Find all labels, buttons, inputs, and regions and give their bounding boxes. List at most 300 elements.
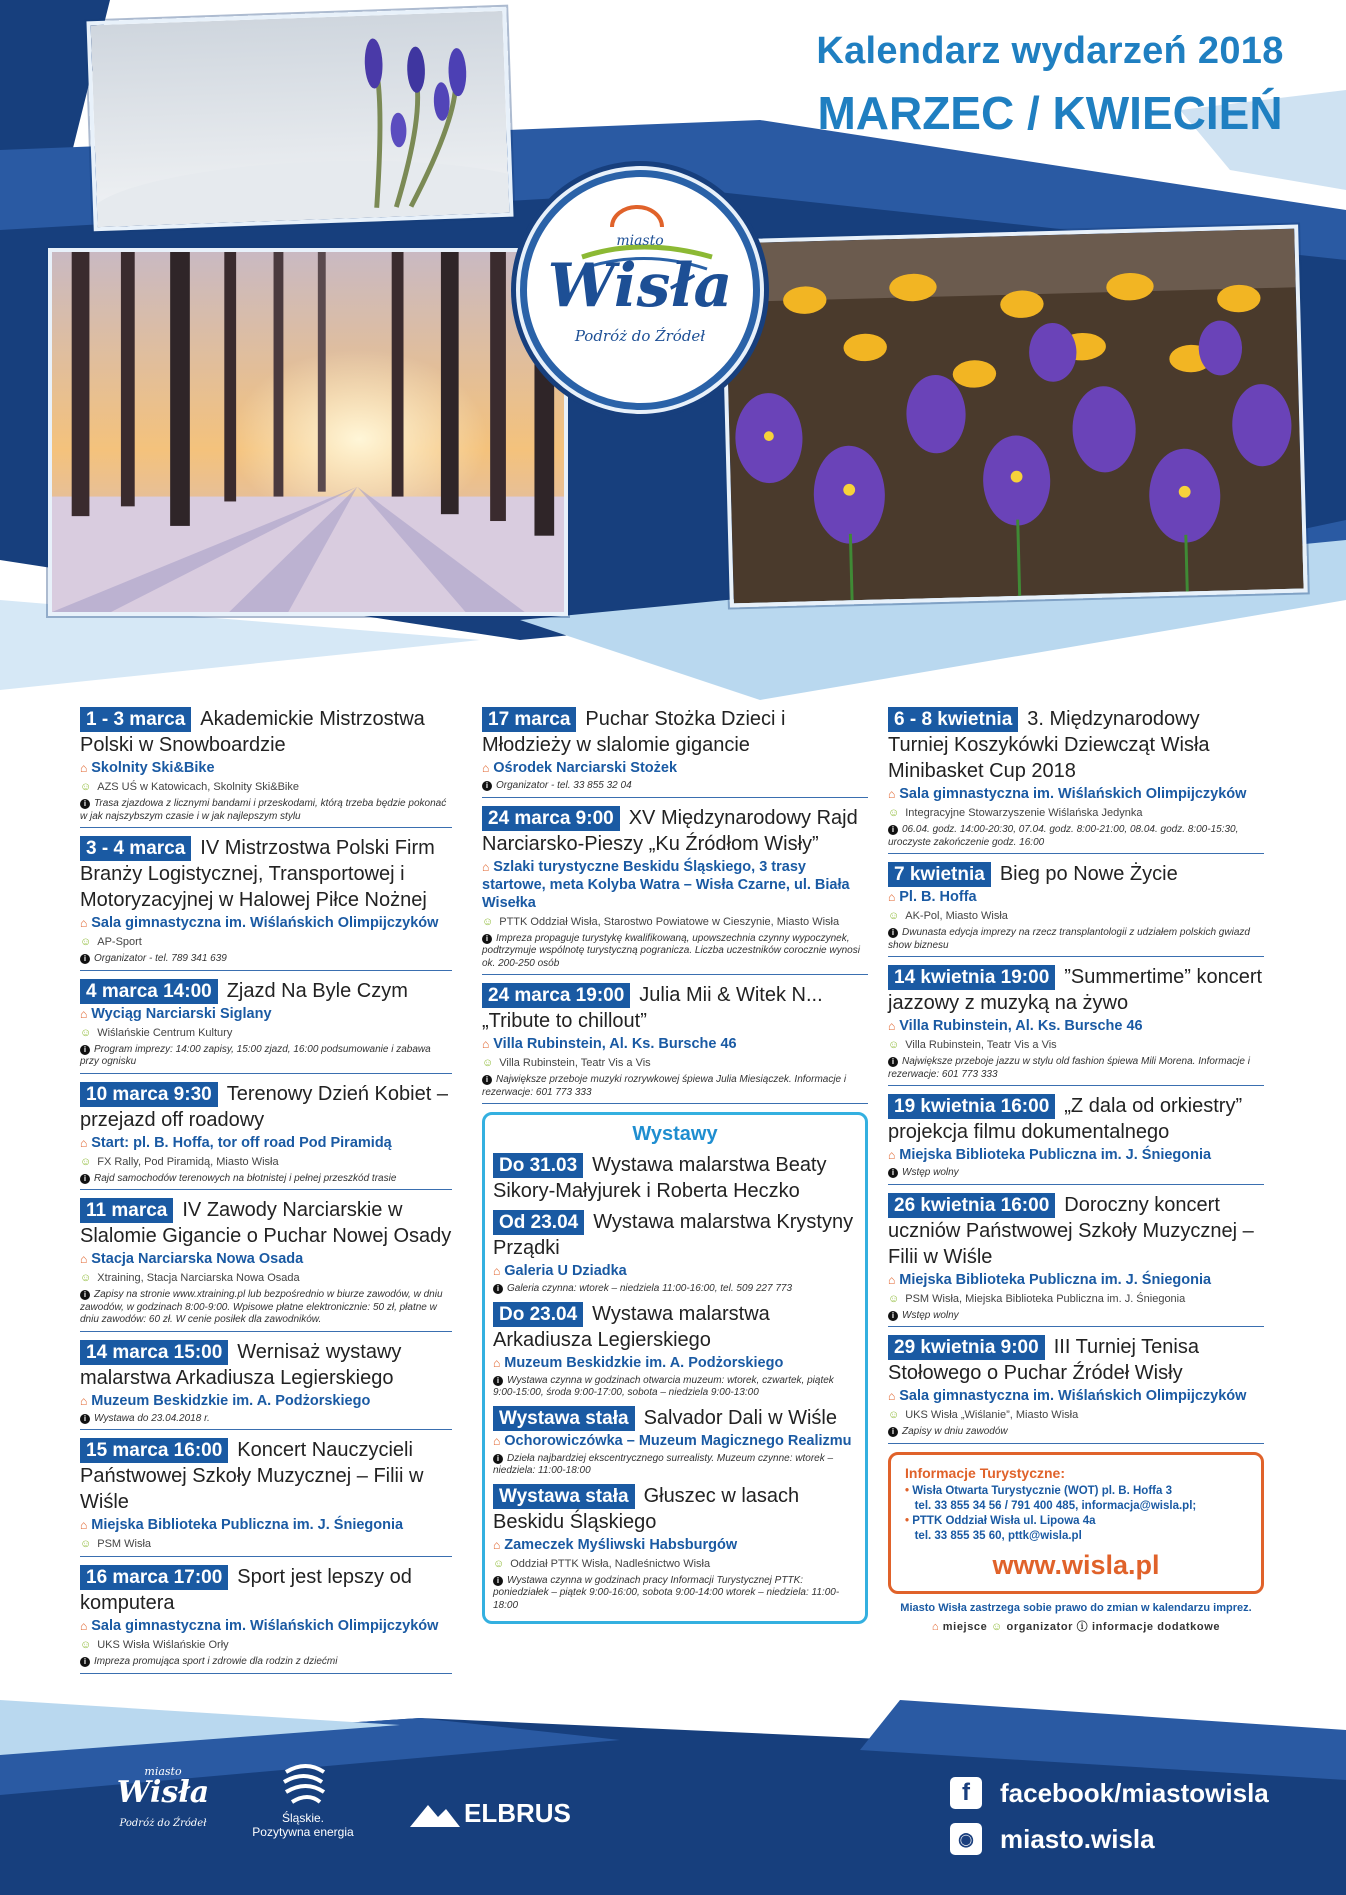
mountain-icon xyxy=(410,1799,460,1829)
info-text: Dwunasta edycja imprezy na rzecz transplantologii z udziałem polskich gwiazd show biznesu xyxy=(888,927,1250,951)
event-info xyxy=(888,1426,1264,1439)
place-text: Sala gimnastyczna im. Wiślańskich Olimpijczyków xyxy=(899,786,1247,802)
person-icon: ☺ xyxy=(80,1026,92,1039)
event-name: III Turniej Tenisa Stołowego o Puchar Źródeł Wisły xyxy=(888,1336,1199,1384)
event-organizer xyxy=(80,1026,452,1041)
person-icon: ☺ xyxy=(888,1292,900,1305)
event-date: Do 23.04 xyxy=(493,1302,583,1327)
event-title xyxy=(493,1152,857,1204)
house-icon: ⌂ xyxy=(80,1135,88,1150)
place-text: Galeria U Dziadka xyxy=(504,1263,627,1279)
organizer-text: PSM Wisła xyxy=(97,1538,152,1550)
info-icon: i xyxy=(80,1657,90,1667)
info-icon: i xyxy=(493,1576,503,1586)
info-icon: i xyxy=(80,1414,90,1424)
info-text: Rajd samochodów terenowych na błotnistej i pełnej przeszkód trasie xyxy=(94,1172,397,1184)
exhibition-item xyxy=(493,1483,857,1613)
event-item xyxy=(888,1093,1264,1185)
event-date: 6 - 8 kwietnia xyxy=(888,707,1018,732)
event-date: 11 marca xyxy=(80,1198,173,1223)
event-title xyxy=(493,1301,857,1353)
event-name: Bieg po Nowe Życie xyxy=(999,863,1178,885)
event-organizer xyxy=(888,909,1264,924)
event-item xyxy=(80,706,452,828)
tourist-info-heading: Informacje Turystyczne: xyxy=(905,1464,1066,1481)
info-icon: i xyxy=(493,1376,503,1386)
info-text: Galeria czynna: wtorek – niedziela 11:00-16:00, tel. 509 227 773 xyxy=(507,1283,792,1294)
event-info xyxy=(482,933,868,971)
legend-info: informacje dodatkowe xyxy=(1091,1620,1221,1633)
info-icon: i xyxy=(482,1075,492,1085)
info-text: 06.04. godz. 14:00-20:30, 07.04. godz. 8:00-21:00, 08.04. godz. 8:00-15:30, uroczyste zakończenie godz. 16:00 xyxy=(888,824,1239,848)
exhibition-item xyxy=(493,1152,857,1204)
event-name: IV Mistrzostwa Polski Firm Branży Logistycznej, Transportowej i Motoryzacyjnej w Halowej Piłce Nożnej xyxy=(80,837,435,911)
event-organizer xyxy=(888,806,1264,821)
place-text: Ochorowiczówka – Muzeum Magicznego Realizmu xyxy=(504,1432,852,1449)
bullet-icon xyxy=(905,1500,915,1512)
event-organizer xyxy=(80,1155,452,1170)
event-name: Wystawa malarstwa Krystyny Prządki xyxy=(493,1211,854,1259)
info-icon: i xyxy=(80,1290,90,1300)
event-organizer xyxy=(482,915,868,930)
info-icon: i xyxy=(493,1284,503,1294)
slaskie-logo xyxy=(248,1762,358,1839)
instagram-link[interactable] xyxy=(950,1823,1155,1855)
house-icon: ⌂ xyxy=(482,859,490,874)
event-title xyxy=(80,1564,452,1616)
event-date: 24 marca 9:00 xyxy=(482,806,620,831)
info-text: Zapisy w dniu zawodów xyxy=(902,1426,1008,1437)
person-icon: ☺ xyxy=(80,1272,92,1284)
event-name: Akademickie Mistrzostwa Polski w Snowboardzie xyxy=(80,708,425,756)
bullet-icon: • xyxy=(905,1484,913,1497)
event-title xyxy=(80,978,452,1004)
organizer-text: Villa Rubinstein, Teatr Vis a Vis xyxy=(905,1039,1057,1051)
legend-place: miejsce xyxy=(942,1620,988,1633)
house-icon: ⌂ xyxy=(493,1433,501,1448)
event-name: Puchar Stożka Dzieci i Młodzieży w slalomie gigancie xyxy=(482,708,786,756)
event-date: Do 31.03 xyxy=(493,1153,583,1178)
house-icon: ⌂ xyxy=(493,1264,501,1278)
info-text: Wstęp wolny xyxy=(902,1309,959,1321)
footer-wisla-logo xyxy=(108,1765,218,1829)
place-text: Miejska Biblioteka Publiczna im. J. Śniegonia xyxy=(899,1147,1212,1163)
place-text: Skolnity Ski&Bike xyxy=(91,760,215,776)
organizer-text: PTTK Oddział Wisła, Starostwo Powiatowe w Cieszynie, Miasto Wisła xyxy=(499,915,840,928)
person-icon: ☺ xyxy=(493,1557,505,1570)
event-date: 3 - 4 marca xyxy=(80,836,191,861)
website-link[interactable]: www.wisla.pl xyxy=(992,1549,1160,1580)
house-icon: ⌂ xyxy=(80,1393,88,1408)
events-column-march xyxy=(80,706,452,1681)
event-date: Wystawa stała xyxy=(493,1484,635,1509)
place-text: Pl. B. Hoffa xyxy=(899,889,977,905)
info-text: Największe przeboje muzyki rozrywkowej śpiewa Julia Miesiączek. Informacje i rezerwacje: 601 773 333 xyxy=(482,1074,847,1098)
event-place xyxy=(80,1392,452,1410)
event-info xyxy=(493,1453,857,1478)
event-place xyxy=(493,1354,857,1372)
event-title xyxy=(493,1405,857,1431)
event-title xyxy=(80,1081,452,1133)
organizer-text: AP-Sport xyxy=(97,936,142,948)
event-date: Wystawa stała xyxy=(493,1406,635,1431)
house-icon: ⌂ xyxy=(80,1006,88,1021)
info-icon: i xyxy=(80,799,90,809)
organizer-text: FX Rally, Pod Piramidą, Miasto Wisła xyxy=(97,1155,279,1168)
event-organizer xyxy=(80,935,452,950)
house-icon: ⌂ xyxy=(888,1019,896,1033)
event-organizer xyxy=(888,1292,1264,1307)
event-item xyxy=(482,706,868,798)
house-icon: ⌂ xyxy=(888,890,896,904)
organizer-text: Integracyjne Stowarzyszenie Wiślańska Jedynka xyxy=(905,807,1143,819)
event-title xyxy=(482,706,868,758)
footer-logo-main: Wisła xyxy=(116,1775,210,1810)
event-date: 16 marca 17:00 xyxy=(80,1565,228,1590)
info-icon: i xyxy=(482,781,492,791)
event-info xyxy=(80,1656,452,1669)
person-icon: ☺ xyxy=(80,1538,92,1550)
legend-organizer: organizator xyxy=(1006,1620,1074,1633)
info-icon: i xyxy=(80,1045,90,1055)
info-text: Wstęp wolny xyxy=(902,1167,959,1178)
logo-main-text: Wisła xyxy=(547,251,733,321)
event-date: 14 marca 15:00 xyxy=(80,1340,228,1365)
event-info xyxy=(493,1375,857,1400)
organizer-text: AZS UŚ w Katowicach, Skolnity Ski&Bike xyxy=(97,781,299,793)
event-item xyxy=(80,1564,452,1674)
event-name: XV Międzynarodowy Rajd Narciarsko-Pieszy „Ku Źródłom Wisły” xyxy=(482,806,858,855)
event-title xyxy=(482,982,868,1034)
instagram-text: miasto.wisla xyxy=(1000,1823,1155,1854)
event-info xyxy=(888,1056,1264,1081)
place-text: Muzeum Beskidzkie im. A. Podżorskiego xyxy=(91,1392,371,1409)
event-place xyxy=(888,1387,1264,1405)
event-place xyxy=(482,759,868,777)
event-title xyxy=(493,1483,857,1535)
logo-tagline: Podróż do Źródeł xyxy=(574,327,706,345)
event-title xyxy=(888,861,1264,887)
info-text: Wystawa do 23.04.2018 r. xyxy=(94,1412,210,1424)
event-organizer xyxy=(80,1271,452,1286)
place-text: Villa Rubinstein, Al. Ks. Bursche 46 xyxy=(493,1036,737,1052)
info-text: Trasa zjazdowa z licznymi bandami i przeskodami, którą trzeba będzie pokonać w jak najszybszym czasie i w jak najlepszym stylu xyxy=(80,798,447,822)
slaskie-slogan: Pozytywna energia xyxy=(252,1825,354,1839)
info-text: Dzieła najbardziej ekscentrycznego surrealisty. Muzeum czynne: wtorek – niedziela: 11:00-18:00 xyxy=(493,1452,834,1476)
event-info xyxy=(80,798,452,823)
info-icon: i xyxy=(493,1454,503,1464)
event-date: 29 kwietnia 9:00 xyxy=(888,1335,1045,1360)
footer-logo-small: miasto xyxy=(144,1765,182,1778)
place-text: Miejska Biblioteka Publiczna im. J. Śniegonia xyxy=(91,1517,404,1533)
info-text: Wystawa czynna w godzinach pracy Informacji Turystycznej PTTK: poniedziałek – piątek 9:00-16:00, sobota 9:00-14:00 wtorek – niedziela: 11:00-18:00 xyxy=(493,1574,840,1611)
event-info xyxy=(482,780,868,793)
bullet-icon: • xyxy=(905,1514,913,1527)
tourist-info-text: PTTK Oddział Wisła ul. Lipowa 4a xyxy=(912,1514,1096,1527)
house-icon: ⌂ xyxy=(80,761,88,775)
organizer-text: AK-Pol, Miasto Wisła xyxy=(905,910,1008,922)
event-item xyxy=(888,1192,1264,1328)
event-date: 4 marca 14:00 xyxy=(80,979,218,1004)
event-name: IV Zawody Narciarskie w Slalomie Gigancie o Puchar Nowej Osady xyxy=(80,1199,452,1247)
event-info xyxy=(888,1167,1264,1180)
event-organizer xyxy=(888,1038,1264,1053)
event-organizer xyxy=(80,1537,452,1552)
person-icon: ☺ xyxy=(80,936,92,948)
tourist-info-line xyxy=(905,1514,1247,1529)
event-name: Sport jest lepszy od komputera xyxy=(80,1566,412,1614)
tourist-info-line xyxy=(905,1499,1247,1514)
organizer-text: UKS Wisła „Wiślanie”, Miasto Wisła xyxy=(905,1409,1079,1421)
wisla-logo xyxy=(520,170,760,410)
place-text: Muzeum Beskidzkie im. A. Podżorskiego xyxy=(504,1354,784,1371)
exhibitions-box xyxy=(482,1112,868,1624)
place-text: Sala gimnastyczna im. Wiślańskich Olimpijczyków xyxy=(899,1388,1247,1404)
event-organizer xyxy=(80,780,452,795)
event-title xyxy=(80,835,452,913)
info-text: Impreza promująca sport i zdrowie dla rodzin z dziećmi xyxy=(94,1656,338,1667)
event-item xyxy=(888,1334,1264,1444)
person-icon: ☺ xyxy=(80,1155,92,1168)
event-item xyxy=(80,1437,452,1557)
elbrus-logo xyxy=(410,1798,590,1829)
event-info xyxy=(888,927,1264,952)
event-title xyxy=(493,1209,857,1261)
event-organizer xyxy=(80,1638,452,1653)
tourist-info-box xyxy=(888,1452,1264,1594)
event-name: 3. Międzynarodowy Turniej Koszykówki Dziewcząt Wisła Minibasket Cup 2018 xyxy=(888,708,1210,782)
event-info xyxy=(80,1044,452,1069)
event-date: 7 kwietnia xyxy=(888,862,991,887)
legend xyxy=(888,1618,1264,1634)
event-title xyxy=(80,706,452,758)
info-text: Największe przeboje jazzu w stylu old fashion śpiewa Mili Morena. Informacje i rezerwacje: 601 773 333 xyxy=(888,1056,1250,1080)
snowy-forest-photo xyxy=(48,248,568,616)
info-icon: i xyxy=(888,825,898,835)
place-text: Szlaki turystyczne Beskidu Śląskiego, 3 trasy startowe, meta Kolyba Watra – Wisła Czarne, ul. Biała Wisełka xyxy=(482,858,850,911)
event-place xyxy=(80,1250,452,1268)
house-icon: ⌂ xyxy=(888,1148,896,1162)
info-icon: i xyxy=(888,1427,898,1437)
calendar-title: Kalendarz wydarzeń 2018 xyxy=(816,30,1284,72)
exhibitions-heading: Wystawy xyxy=(632,1123,718,1145)
house-icon: ⌂ xyxy=(888,1272,896,1287)
person-icon: ☺ xyxy=(888,807,900,819)
events-column-middle xyxy=(482,706,868,1624)
crocus-field-photo xyxy=(720,224,1307,607)
organizer-text: Villa Rubinstein, Teatr Vis a Vis xyxy=(499,1057,651,1069)
event-place xyxy=(493,1536,857,1554)
events-column-april xyxy=(888,706,1264,1634)
event-item xyxy=(888,706,1264,854)
house-icon: ⌂ xyxy=(80,1252,88,1266)
event-place xyxy=(888,1271,1264,1289)
person-icon: ☺ xyxy=(482,1057,494,1069)
info-text: Organizator - tel. 789 341 639 xyxy=(94,953,227,964)
house-icon: ⌂ xyxy=(80,1518,88,1532)
place-text: Start: pl. B. Hoffa, tor off road Pod Piramidą xyxy=(91,1134,392,1151)
event-info xyxy=(888,824,1264,849)
event-name: Koncert Nauczycieli Państwowej Szkoły Muzycznej – Filii w Wiśle xyxy=(80,1439,424,1513)
person-icon: ☺ xyxy=(888,910,900,922)
event-item xyxy=(80,1081,452,1191)
tourist-info-text: tel. 33 855 34 56 / 791 400 485, informacja@wisla.pl; xyxy=(914,1499,1197,1512)
house-icon: ⌂ xyxy=(493,1355,501,1370)
elbrus-text: ELBRUS xyxy=(464,1798,571,1828)
info-icon: i xyxy=(80,1174,90,1184)
slaskie-emblem-icon xyxy=(278,1762,328,1806)
event-organizer xyxy=(482,1056,868,1071)
event-place xyxy=(482,858,868,912)
event-item xyxy=(80,835,452,971)
event-item xyxy=(482,805,868,976)
event-item xyxy=(80,1339,452,1431)
place-text: Ośrodek Narciarski Stożek xyxy=(493,760,678,776)
event-title xyxy=(888,964,1264,1016)
exhibition-item xyxy=(493,1405,857,1478)
person-icon: ☺ xyxy=(888,1409,900,1421)
event-date: 26 kwietnia 16:00 xyxy=(888,1193,1055,1218)
house-icon: ⌂ xyxy=(931,1620,943,1633)
event-organizer xyxy=(888,1408,1264,1423)
organizer-text: Wiślańskie Centrum Kultury xyxy=(97,1026,233,1039)
facebook-icon: f xyxy=(950,1777,982,1809)
place-text: Sala gimnastyczna im. Wiślańskich Olimpijczyków xyxy=(91,1618,439,1634)
event-title xyxy=(482,805,868,857)
organizer-text: Oddział PTTK Wisła, Nadleśnictwo Wisła xyxy=(510,1557,711,1570)
event-name: Wystawa malarstwa Arkadiusza Legierskiego xyxy=(493,1302,770,1351)
info-icon: i xyxy=(482,934,492,944)
info-icon: i xyxy=(888,1057,898,1067)
place-text: Stacja Narciarska Nowa Osada xyxy=(91,1251,304,1267)
event-place xyxy=(80,1516,452,1534)
event-date: 24 marca 19:00 xyxy=(482,983,630,1008)
event-name: Doroczny koncert uczniów Państwowej Szkoły Muzycznej – Filii w Wiśle xyxy=(888,1193,1254,1268)
event-date: 17 marca xyxy=(482,707,576,732)
event-name: Salvador Dali w Wiśle xyxy=(643,1406,837,1429)
reserve-note: Miasto Wisła zastrzega sobie prawo do zmian w kalendarzu imprez. xyxy=(900,1601,1252,1614)
info-text: Zapisy na stronie www.xtraining.pl lub bezpośrednio w biurze zawodów, w dniu zawodów, w godzinach 8:00-9:00. Wpisowe płatne elektronicznie: 50 zł, płatne w dniu zawodów: 60 zł. W cenie posiłek dla zawodników. xyxy=(80,1289,443,1325)
event-item xyxy=(888,964,1264,1086)
event-info xyxy=(888,1310,1264,1323)
event-date: 1 - 3 marca xyxy=(80,707,191,732)
event-date: 10 marca 9:30 xyxy=(80,1082,218,1107)
organizer-text: PSM Wisła, Miejska Biblioteka Publiczna im. J. Śniegonia xyxy=(905,1292,1186,1305)
event-title xyxy=(888,706,1264,784)
person-icon: ☺ xyxy=(888,1039,900,1051)
tourist-info-text: Wisła Otwarta Turystycznie (WOT) pl. B. Hoffa 3 xyxy=(912,1484,1172,1497)
event-item xyxy=(482,982,868,1104)
exhibition-item xyxy=(493,1209,857,1296)
house-icon: ⌂ xyxy=(482,761,490,775)
event-title xyxy=(80,1437,452,1515)
event-title xyxy=(888,1192,1264,1270)
house-icon: ⌂ xyxy=(482,1037,490,1051)
event-title xyxy=(80,1197,452,1249)
organizer-text: Xtraining, Stacja Narciarska Nowa Osada xyxy=(97,1272,300,1284)
event-date: Od 23.04 xyxy=(493,1210,584,1235)
tourist-info-line xyxy=(905,1484,1247,1499)
info-text: Impreza propaguje turystykę kwalifikowaną, upowszechnia czynny wypoczynek, podtrzymuje wspólnotę turystyczną pogranicza. Liczba uczestników corocznie wynosi ok. 200-250 osób xyxy=(482,932,860,969)
event-name: ”Summertime” koncert jazzowy z muzyką na żywo xyxy=(888,966,1263,1014)
event-place xyxy=(482,1035,868,1053)
bullet-icon xyxy=(905,1530,915,1542)
event-title xyxy=(888,1334,1264,1386)
event-name: Wystawa malarstwa Beaty Sikory-Małyjurek i Roberta Heczko xyxy=(493,1154,827,1202)
event-place xyxy=(888,1146,1264,1164)
info-text: Program imprezy: 14:00 zapisy, 15:00 zjazd, 16:00 podsumowanie i zabawa przy ognisku xyxy=(80,1043,431,1067)
event-name: „Z dala od orkiestry” projekcja filmu dokumentalnego xyxy=(888,1095,1243,1143)
house-icon: ⌂ xyxy=(888,1389,896,1403)
event-info xyxy=(80,953,452,966)
info-icon: i xyxy=(80,954,90,964)
event-date: 15 marca 16:00 xyxy=(80,1438,228,1463)
event-place xyxy=(80,914,452,932)
event-info xyxy=(493,1575,857,1613)
place-text: Wyciąg Narciarski Siglany xyxy=(91,1005,272,1022)
event-info xyxy=(482,1074,868,1099)
crocus-snow-photo xyxy=(86,7,513,232)
event-date: 14 kwietnia 19:00 xyxy=(888,965,1055,990)
event-place xyxy=(80,759,452,777)
place-text: Zameczek Myśliwski Habsburgów xyxy=(504,1536,738,1553)
person-icon: ☺ xyxy=(80,781,92,793)
event-place xyxy=(888,1017,1264,1035)
event-name: Wernisaż wystawy malarstwa Arkadiusza Legierskiego xyxy=(80,1340,402,1389)
person-icon: ☺ xyxy=(80,1639,92,1651)
event-name: Głuszec w lasach Beskidu Śląskiego xyxy=(493,1484,800,1533)
event-title xyxy=(888,1093,1264,1145)
logo-small-text: miasto xyxy=(616,233,664,249)
info-icon: ⓘ xyxy=(1073,1620,1092,1633)
house-icon: ⌂ xyxy=(493,1537,501,1552)
tourist-info-text: tel. 33 855 35 60, pttk@wisla.pl xyxy=(914,1529,1082,1542)
place-text: Miejska Biblioteka Publiczna im. J. Śniegonia xyxy=(899,1271,1212,1288)
calendar-months: MARZEC / KWIECIEŃ xyxy=(817,87,1283,139)
exhibition-item xyxy=(493,1301,857,1400)
facebook-text: facebook/miastowisla xyxy=(1000,1777,1269,1808)
event-place xyxy=(80,1134,452,1152)
event-place xyxy=(493,1262,857,1280)
place-text: Sala gimnastyczna im. Wiślańskich Olimpijczyków xyxy=(91,915,439,931)
event-title xyxy=(80,1339,452,1391)
event-place xyxy=(493,1432,857,1450)
footer-logo-tag: Podróż do Źródeł xyxy=(119,1818,207,1829)
tourist-info-line xyxy=(905,1529,1247,1544)
event-place xyxy=(80,1005,452,1023)
event-place xyxy=(888,785,1264,803)
person-icon: ☺ xyxy=(987,1620,1007,1633)
event-info xyxy=(80,1413,452,1426)
organizer-text: UKS Wisła Wiślańskie Orły xyxy=(97,1639,229,1651)
event-item xyxy=(888,861,1264,957)
event-organizer xyxy=(493,1557,857,1572)
instagram-icon: ◉ xyxy=(950,1823,982,1855)
info-icon: i xyxy=(888,1168,898,1178)
event-name: Terenowy Dzień Kobiet – przejazd off roadowy xyxy=(80,1082,448,1131)
event-item xyxy=(80,1197,452,1332)
info-text: Wystawa czynna w godzinach otwarcia muzeum: wtorek, czwartek, piątek 9:00-15:00, środa 9:00-17:00, sobota – niedziela 9:00-13:00 xyxy=(493,1374,834,1398)
house-icon: ⌂ xyxy=(888,787,896,801)
info-text: Organizator - tel. 33 855 32 04 xyxy=(496,780,632,791)
event-info xyxy=(493,1283,857,1296)
place-text: Villa Rubinstein, Al. Ks. Bursche 46 xyxy=(899,1018,1143,1034)
house-icon: ⌂ xyxy=(80,916,88,930)
info-icon: i xyxy=(888,928,898,938)
facebook-link[interactable] xyxy=(950,1777,1269,1809)
event-date: 19 kwietnia 16:00 xyxy=(888,1094,1055,1119)
event-place xyxy=(888,888,1264,906)
